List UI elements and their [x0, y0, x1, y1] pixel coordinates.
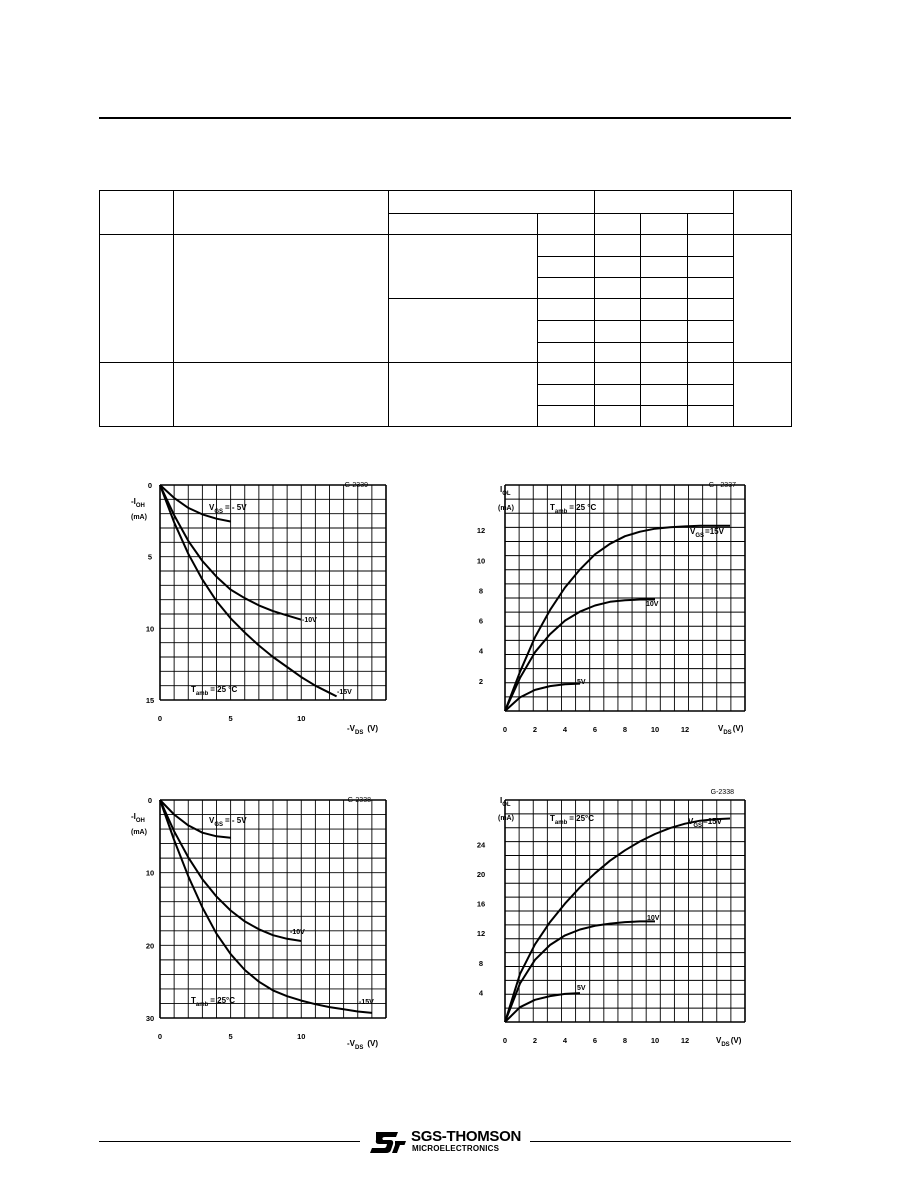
y-tick-label: 10 — [145, 868, 155, 878]
curve-label: -15V — [359, 999, 374, 1006]
x-axis-label: $V_{DS}(V)$ — [718, 724, 744, 736]
brand-subtitle: MICROELECTRONICS — [412, 1144, 500, 1153]
y-tick-label: 15 — [145, 696, 155, 705]
y-axis-label: $I_{OL}$ — [500, 796, 511, 808]
y-tick-label: 20 — [145, 941, 155, 951]
y-axis-unit: (mA) — [131, 514, 147, 521]
chart-code: G-2339 — [344, 482, 368, 489]
temperature-annotation — [550, 814, 594, 826]
top-rule — [99, 117, 791, 119]
footer-rule-right — [530, 1141, 791, 1142]
table-header-row — [100, 191, 792, 214]
y-tick-label: 4 — [478, 988, 484, 998]
svg-text:Tamb= 25°C: $T_{amb} = 25^\circ C$ — [550, 814, 595, 826]
x-tick-label: 2 — [532, 725, 538, 734]
y-axis-label: $-I_{OH}$ — [131, 497, 145, 509]
brand-name: SGS-THOMSON — [411, 1128, 522, 1145]
curve-label: 10V — [647, 915, 660, 922]
chart-source-low — [125, 475, 395, 745]
svg-text:VGS= - 5V: $V_{GS}$ = - 5V — [209, 816, 247, 828]
y-axis-unit: (mA) — [131, 829, 147, 836]
curve-label: -10V — [302, 617, 317, 624]
y-tick-label: 8 — [478, 586, 484, 596]
x-tick-label: 2 — [532, 1036, 538, 1045]
grid — [160, 800, 386, 1018]
x-tick-label: 8 — [622, 725, 628, 734]
grid — [505, 800, 745, 1022]
footer-rule-left — [99, 1141, 360, 1142]
curve-label: -15V — [337, 689, 352, 696]
svg-text:VGS=15V: $V_{GS}=15V$ — [690, 527, 724, 539]
chart-sink-low — [470, 475, 770, 745]
svg-text:VGS=15V: $V_{GS}=15V$ — [688, 817, 722, 829]
y-tick-label: 0 — [147, 481, 153, 490]
y-tick-label: 4 — [478, 646, 484, 656]
x-tick-label: 0 — [157, 714, 163, 723]
chart-code: G-2338 — [347, 797, 371, 804]
x-tick-label: 0 — [502, 725, 508, 734]
curve-label: 5V — [577, 985, 586, 992]
x-tick-label: 12 — [680, 1036, 690, 1045]
x-axis-label: $-V_{DS}$ (V) — [347, 724, 379, 736]
temperature-annotation — [191, 996, 235, 1008]
x-tick-label: 6 — [592, 1036, 598, 1045]
spec-table — [99, 190, 792, 427]
y-tick-label: 24 — [476, 840, 486, 850]
y-tick-label: 20 — [476, 870, 486, 879]
y-tick-label: 30 — [145, 1014, 155, 1023]
y-tick-label: 16 — [476, 899, 486, 909]
y-axis-label: $-I_{OH}$ — [131, 812, 145, 824]
svg-text:VGS= - 5V: $V_{GS}$ = - 5V — [209, 503, 247, 515]
x-tick-label: 0 — [502, 1036, 508, 1045]
curve-label: 5V — [577, 679, 586, 686]
x-tick-label: 10 — [650, 725, 660, 734]
curve-label: -10V — [290, 929, 305, 936]
series-line-1 — [160, 485, 231, 522]
x-tick-label: 10 — [650, 1036, 660, 1045]
x-tick-label: 5 — [228, 1032, 233, 1041]
x-tick-label: 10 — [297, 714, 306, 723]
chart-code: G-2338 — [710, 789, 734, 796]
svg-text:Tamb= 25 °C: $T_{amb} = 25$ °C — [191, 685, 238, 697]
x-tick-label: 5 — [228, 714, 233, 723]
y-axis-unit: (mA) — [498, 505, 514, 512]
series-line-3 — [505, 993, 580, 1022]
series-line-3 — [160, 800, 372, 1013]
svg-text:Tamb= 25 °C: $T_{amb} = 25$ °C — [550, 503, 597, 515]
y-tick-label: 10 — [476, 556, 486, 566]
y-tick-label: 2 — [478, 676, 484, 686]
st-logo-icon — [368, 1128, 408, 1156]
vgs-annotation — [209, 503, 247, 515]
x-tick-label: 12 — [680, 725, 690, 734]
svg-text:Tamb= 25°C: $T_{amb} = 25^\circ C$ — [191, 996, 236, 1008]
chart-source-high — [125, 790, 395, 1060]
y-tick-label: 0 — [147, 796, 153, 805]
curves — [160, 800, 372, 1013]
x-tick-label: 8 — [622, 1036, 628, 1045]
chart-sink-high — [470, 790, 770, 1060]
vgs-annotation — [209, 816, 247, 828]
curve-label: 10V — [646, 601, 659, 608]
curves — [160, 485, 337, 696]
y-axis-unit: (mA) — [498, 815, 514, 822]
y-tick-label: 12 — [476, 526, 486, 536]
y-tick-label: 6 — [478, 616, 484, 626]
vgs-annotation — [690, 527, 725, 539]
y-axis-label: $I_{OL}$ — [500, 485, 511, 497]
grid — [160, 485, 386, 700]
y-tick-label: 10 — [145, 624, 155, 634]
table-row — [100, 362, 792, 384]
x-tick-label: 4 — [562, 1036, 568, 1045]
series-line-3 — [160, 485, 337, 696]
grid — [505, 485, 745, 711]
chart-code: G - 2337 — [708, 482, 736, 489]
x-tick-label: 0 — [157, 1032, 163, 1041]
x-tick-label: 4 — [562, 725, 568, 734]
x-axis-label: $-V_{DS}$ (V) — [347, 1039, 379, 1051]
x-axis-label: $V_{DS}(V)$ — [716, 1036, 742, 1048]
x-tick-label: 10 — [297, 1032, 306, 1041]
y-tick-label: 5 — [147, 552, 153, 562]
y-tick-label: 8 — [478, 958, 484, 968]
y-tick-label: 12 — [476, 929, 486, 939]
x-tick-label: 6 — [592, 725, 598, 734]
table-row — [100, 235, 792, 257]
